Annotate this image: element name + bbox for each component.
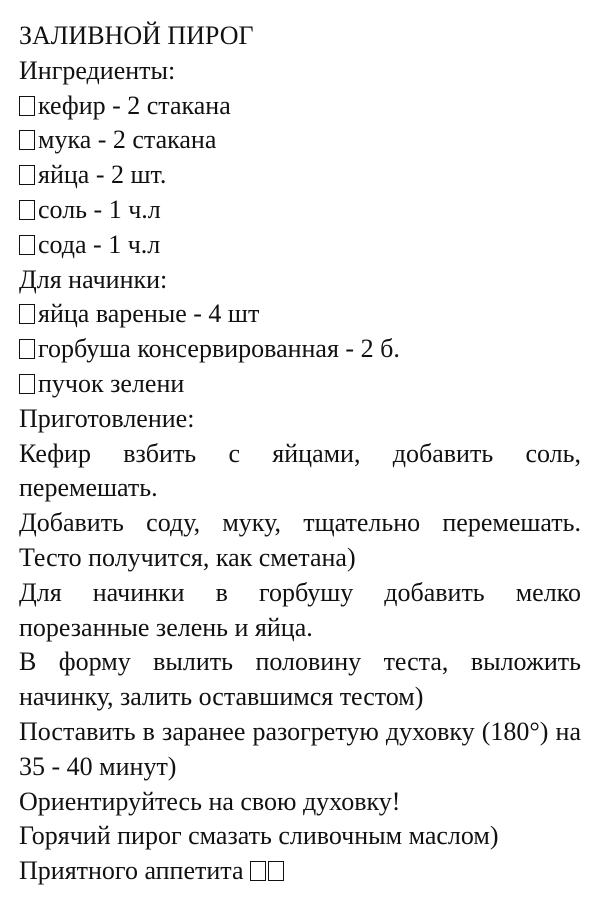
missing-glyph-icon (19, 339, 35, 359)
filling-item (19, 297, 581, 332)
filling-text: пучок зелени (38, 368, 185, 398)
filling-item (19, 367, 581, 402)
missing-glyph-icon (19, 235, 35, 255)
missing-glyph-icon (250, 861, 266, 881)
ingredients-list (19, 89, 581, 263)
ingredient-text: соль - 1 ч.л (38, 194, 161, 224)
filling-list (19, 297, 581, 401)
recipe-title: ЗАЛИВНОЙ ПИРОГ (19, 21, 254, 50)
ingredients-heading: Ингредиенты: (19, 55, 176, 85)
filling-text: горбуша консервированная - 2 б. (38, 334, 400, 364)
preparation-step: Для начинки в горбушу добавить мелко порезанные зелень и яйца. (19, 577, 581, 642)
preparation-step: Поставить в заранее разогретую духовку (180°) на 35 - 40 минут) (19, 716, 581, 781)
missing-glyph-icon (19, 96, 35, 116)
preparation-heading: Приготовление: (19, 403, 195, 433)
closing-line (19, 854, 581, 889)
missing-glyph-icon (19, 374, 35, 394)
preparation-steps (19, 437, 581, 855)
missing-glyph-icon (19, 165, 35, 185)
ingredient-item (19, 158, 581, 193)
ingredient-item (19, 89, 581, 124)
preparation-step: Ориентируйтесь на свою духовку! (19, 786, 401, 816)
ingredient-item (19, 228, 581, 263)
filling-text: яйца вареные - 4 шт (38, 299, 260, 329)
missing-glyph-icon (19, 304, 35, 324)
preparation-step: Кефир взбить с яйцами, добавить соль, перемешать. (19, 438, 581, 503)
preparation-step: Горячий пирог смазать сливочным маслом) (19, 821, 499, 851)
missing-glyph-icon (268, 861, 284, 881)
missing-glyph-icon (19, 200, 35, 220)
filling-item (19, 332, 581, 367)
missing-glyph-icon (19, 130, 35, 150)
ingredient-item (19, 123, 581, 158)
preparation-step: В форму вылить половину теста, выложить начинку, залить оставшимся тестом) (19, 647, 581, 712)
preparation-step: Добавить соду, муку, тщательно перемешать. Тесто получится, как сметана) (19, 508, 581, 572)
ingredient-text: сода - 1 ч.л (38, 229, 161, 259)
ingredient-text: мука - 2 стакана (38, 125, 217, 155)
ingredient-text: кефир - 2 стакана (38, 90, 231, 120)
closing-text: Приятного аппетита (19, 856, 244, 886)
ingredient-item (19, 193, 581, 228)
filling-heading: Для начинки: (19, 264, 168, 294)
ingredient-text: яйца - 2 шт. (38, 160, 167, 190)
